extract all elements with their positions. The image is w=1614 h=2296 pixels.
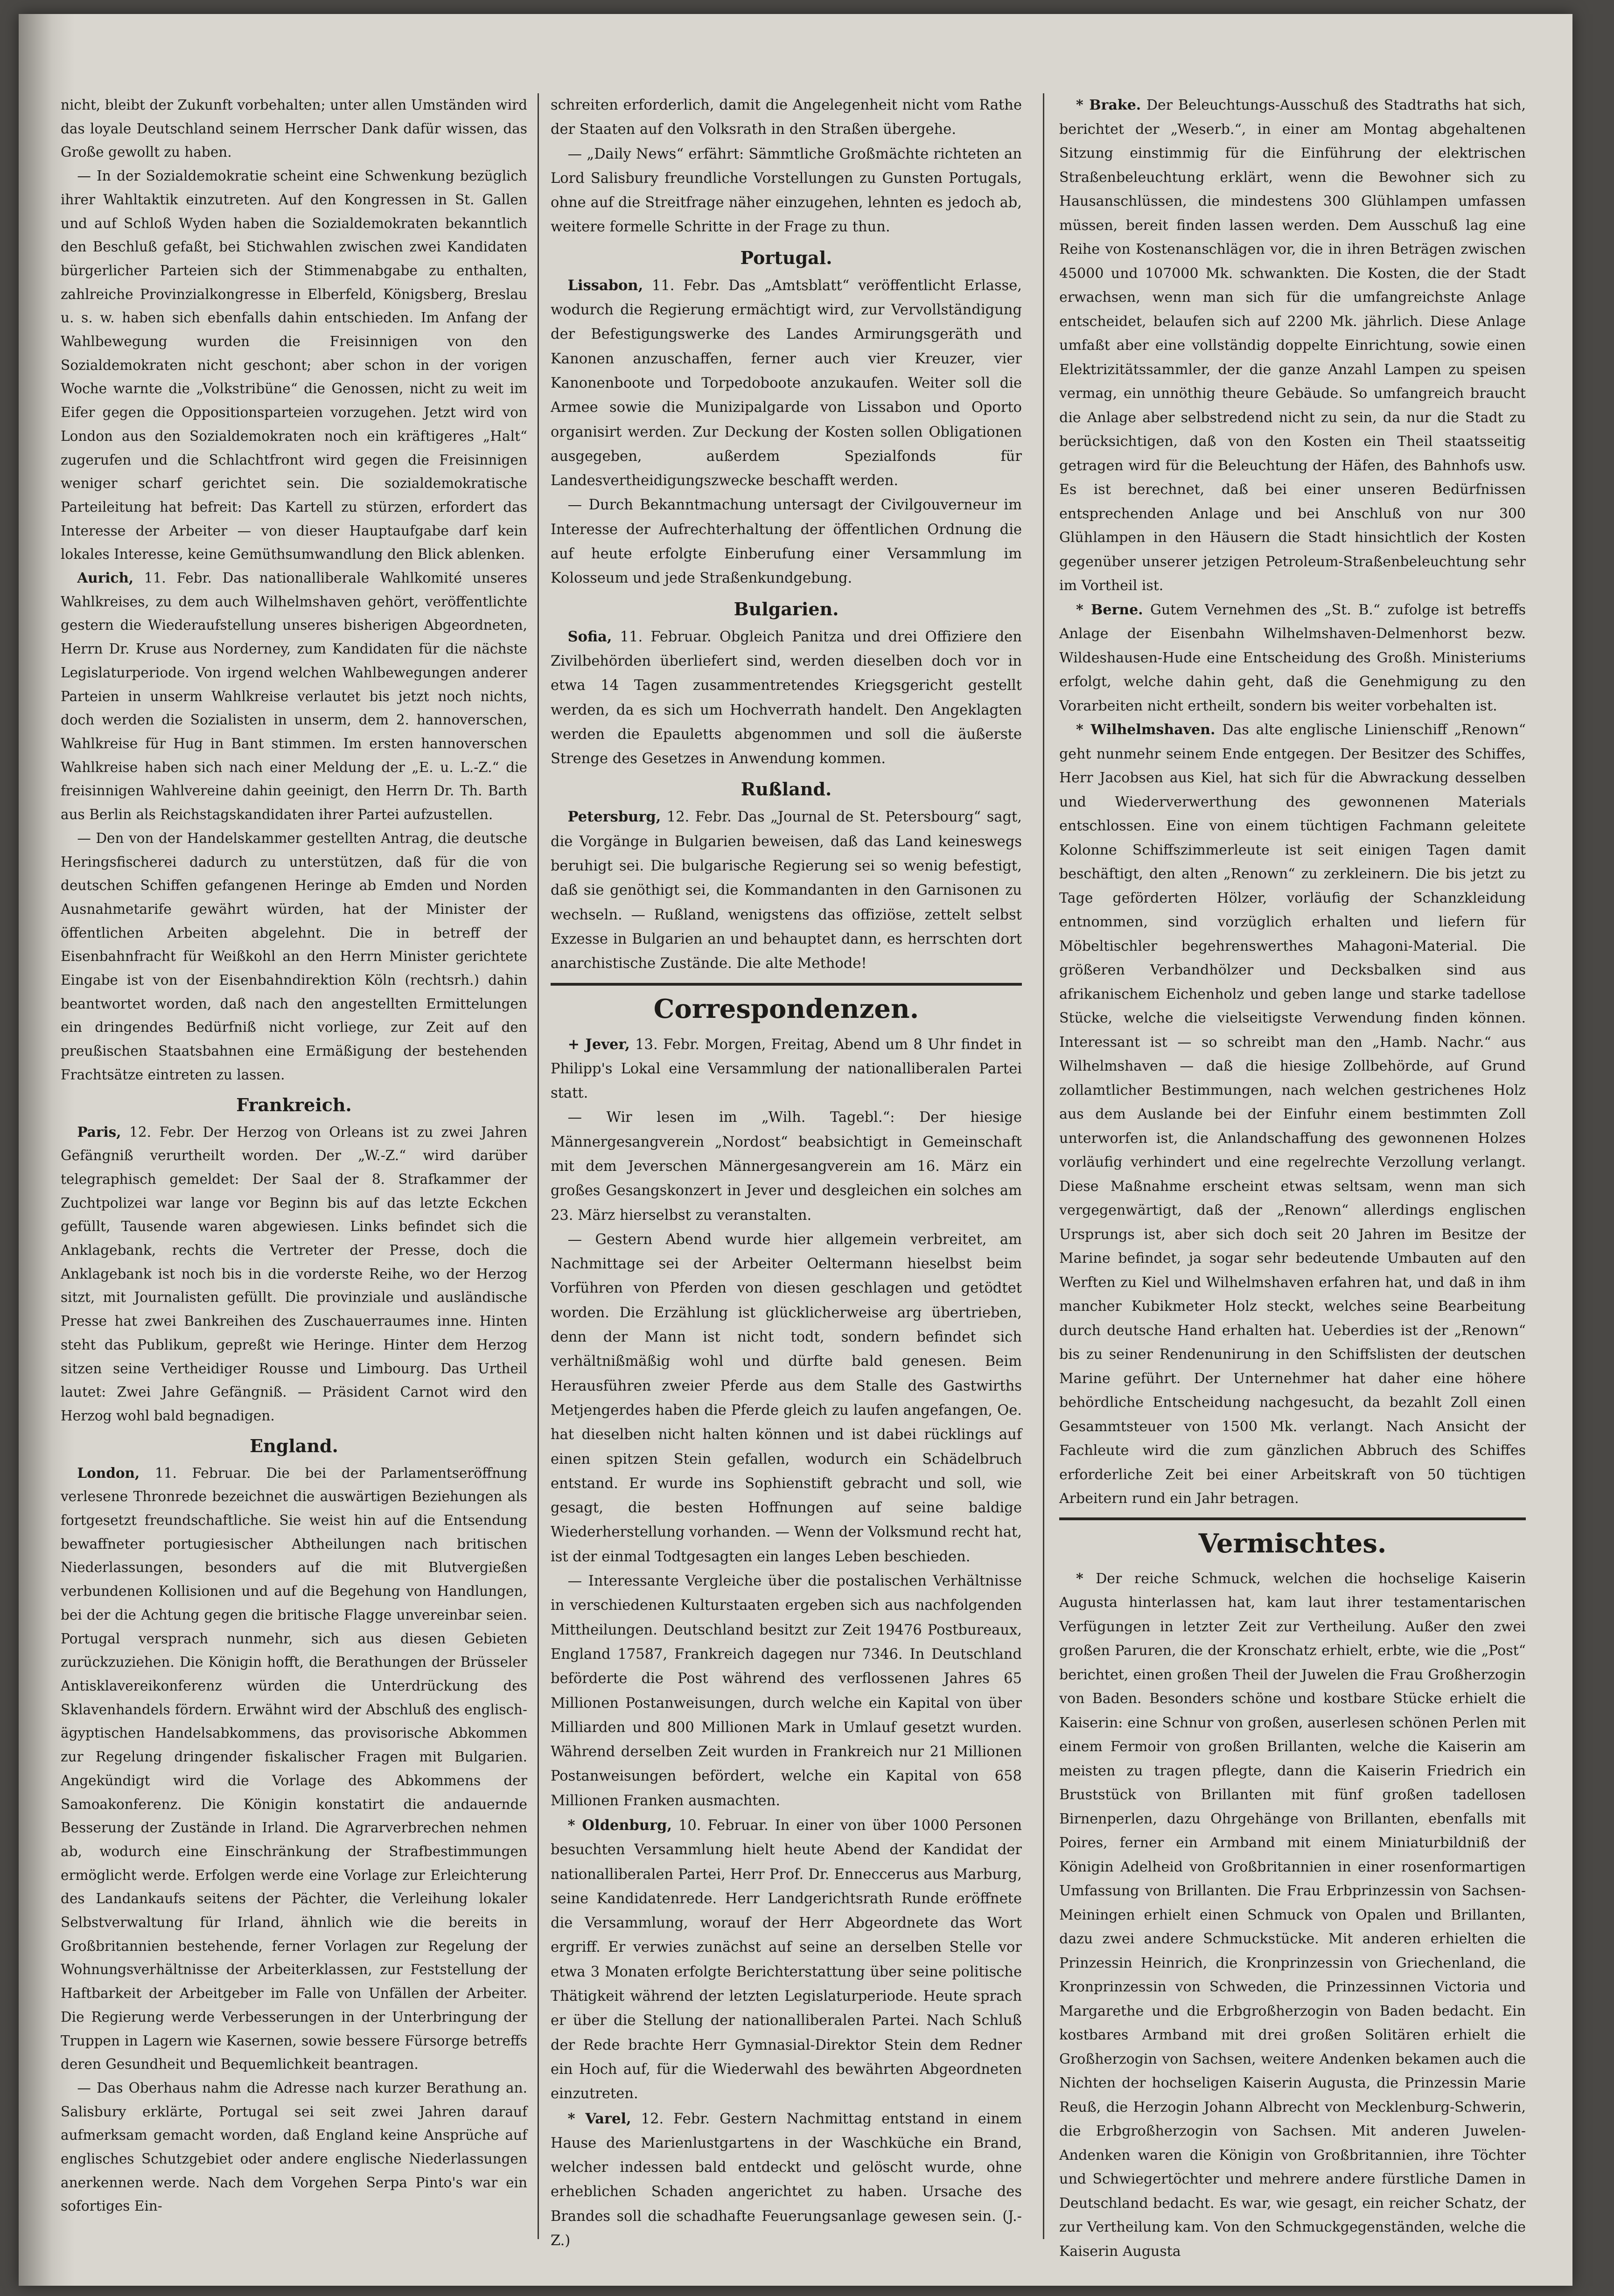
article-paragraph: [551, 625, 1022, 772]
paragraph-text: Der Beleuchtungs-Ausschuß des Stadtraths hat sich, berichtet der „Weserb.“, in einer am Montag abgehaltenen Sitzung einstimmig für die Einführung der elektrischen Straßenbeleuchtung erklärt, wenn die Bewohner sich zu Hausanschlüssen, die mindestens 300 Glühlampen umfassen müssen, bereit finden lassen werden. Dem Ausschuß lag eine Reihe von Kostenanschlägen vor, die in ihren Beträgen zwischen 45000 und 107000 Mk. schwankten. Die Kosten, die der Stadt erwachsen, wenn man sich für die umfangreichste Anlage entscheidet, belaufen sich auf 2200 Mk. jährlich. Diese Anlage umfaßt aber eine vollständig doppelte Einrichtung, sowie einen Elektrizitätssammler, der die ganze Anzahl Lampen zu speisen vermag, ein unnöthig theure Gebäude. So umfangreich braucht die Anlage aber selbstredend nicht zu sein, da nur die Stadt zu berücksichtigen, daß von den Kosten ein Theil staatsseitig getragen wird für die Beleuchtung der Häfen, des Bahnhofs usw. Es ist berechnet, daß bei einer unseren Bedürfnissen entsprechenden Anlage und bei Anschluß von nur 300 Glühlampen in den Häusern die Stadt hinsichtlich der Kosten gegenüber unserer jetzigen Petroleum-Straßenbeleuchtung sehr im Vortheil ist.: [1059, 97, 1526, 594]
dateline: * Berne.: [1076, 601, 1143, 618]
paragraph-text: — In der Sozialdemokratie scheint eine Schwenkung bezüglich ihrer Wahltaktik einzutreten. Auf den Kongressen in St. Gallen und auf Schloß Wyden haben die Sozialdemokraten bekanntlich den Beschluß gefaßt, bei Stichwahlen zwischen zwei Kandidaten bürgerlicher Parteien sich der Stimmenabgabe zu enthalten, zahlreiche Provinzialkongresse in Elberfeld, Königsberg, Breslau u. s. w. haben sich ebenfalls dahin entschieden. Im Anfang der Wahlbewegung wurden die Freisinnigen von den Sozialdemokraten nicht geschont; aber schon in der vorigen Woche warnte die „Volkstribüne“ die Genossen, nicht zu weit im Eifer gegen die Oppositionsparteien vorzugehen. Jetzt wird von London aus den Sozialdemokraten noch ein kräftigeres „Halt“ zugerufen und die Schlachtfront wird gegen die Freisinnigen weniger scharf gerichtet sein. Die sozialdemokratische Parteileitung hat befreit: Das Kartell zu stürzen, erfordert das Interesse der Arbeiter — von dieser Hauptaufgabe darf kein lokales Interesse, keine Gemüthsumwandlung den Blick ablenken.: [61, 168, 527, 563]
article-paragraph: [61, 1120, 527, 1428]
paragraph-text: 11. Febr. Das „Amtsblatt“ veröffentlicht Erlasse, wodurch die Regierung ermächtigt wird, zur Vervollständigung der Befestigungswerke des Landes Armirungsgeräth und Kanonen anzuschaffen, ferner auch vier Kreuzer, vier Kanonenboote und Torpedoboote anzukaufen. Weiter soll die Armee sowie die Munizipalgarde von Lissabon und Oporto organisirt werden. Zur Deckung der Kosten sollen Obligationen ausgegeben, außerdem Spezialfonds für Landesvertheidigungszwecke beschafft werden.: [551, 277, 1022, 489]
article-paragraph: [61, 93, 527, 164]
article-paragraph: [1059, 718, 1526, 1511]
article-paragraph: [551, 1032, 1022, 1106]
dateline: Petersburg,: [567, 808, 661, 826]
paragraph-text: — Den von der Handelskammer gestellten Antrag, die deutsche Heringsfischerei dadurch zu unterstützen, daß für die von deutschen Schiffen gefangenen Heringe ab Emden und Norden Ausnahmetarife gewährt würden, hat der Minister der öffentlichen Arbeiten abgelehnt. Die in betreff der Eisenbahnfracht für Weißkohl an den Herrn Minister gerichtete Eingabe ist von der Eisenbahndirektion Köln (rechtsrh.) dahin beantwortet worden, daß nach den angestellten Ermittelungen ein dringendes Bedürfniß nicht vorliege, zur Zeit auf den preußischen Staatsbahnen eine Ermäßigung der bestehenden Frachtsätze eintreten zu lassen.: [61, 830, 527, 1083]
column-2: [551, 93, 1022, 2253]
article-paragraph: [61, 2076, 527, 2218]
dateline: * Wilhelmshaven.: [1076, 722, 1216, 738]
paragraph-text: 10. Februar. In einer von über 1000 Personen besuchten Versammlung hielt heute Abend der Kandidat der nationalliberalen Partei, Herr Prof. Dr. Enneccerus aus Marburg, seine Kandidatenrede. Herr Landgerichtsrath Runde eröffnete die Versammlung, worauf der Herr Abgeordnete das Wort ergriff. Er verwies zunächst auf seine an derselben Stelle vor etwa 3 Monaten erfolgte Berichterstattung über seine politische Thätigkeit während der letzten Legislaturperiode. Heute sprach er über die Stellung der nationalliberalen Partei. Nach Schluß der Rede brachte Herr Gymnasial-Direktor Stein dem Redner ein Hoch auf, für die Wiederwahl des bewährten Abgeordneten einzutreten.: [551, 1817, 1022, 2102]
paragraph-text: 11. Februar. Obgleich Panitza und drei Offiziere den Zivilbehörden überliefert sind, werden dieselben doch vor in etwa 14 Tagen zusammentretendes Kriegsgericht gestellt werden, da es sich um Hochverrath handelt. Den Angeklagten werden die Epauletts abgenommen und soll die äußerste Strenge des Gesetzes in Anwendung kommen.: [551, 628, 1022, 767]
country-heading: Frankreich.: [236, 1094, 352, 1115]
paragraph-text: Gutem Vernehmen des „St. B.“ zufolge ist betreffs Anlage der Eisenbahn Wilhelmshaven-Delmenhorst bezw. Wildeshausen-Hude eine Entscheidung des Großh. Ministeriums erfolgt, welche dahin geht, daß die Genehmigung zu den Vorarbeiten nicht ertheilt, sondern bis weiter vorbehalten ist.: [1059, 601, 1526, 714]
article-paragraph: [61, 164, 527, 566]
article-paragraph: [551, 1228, 1022, 1569]
dateline: *: [1076, 1570, 1083, 1587]
dateline: Aurich,: [77, 570, 134, 586]
column-rule: [538, 93, 539, 2239]
article-paragraph: [551, 1106, 1022, 1227]
section-heading: Correspondenzen.: [551, 983, 1022, 1028]
article-paragraph: [61, 566, 527, 827]
dateline: * Varel,: [567, 2110, 631, 2127]
paragraph-text: — Das Oberhaus nahm die Adresse nach kurzer Berathung an. Salisbury erklärte, Portugal sei seit zwei Jahren darauf aufmerksam gemacht worden, daß England keine Ansprüche auf englisches Schutzgebiet oder andere englische Niederlassungen anerkennen werde. Nach dem Vorgehen Serpa Pinto's war ein sofortiges Ein-: [61, 2080, 527, 2214]
article-paragraph: [551, 805, 1022, 976]
country-heading: England.: [250, 1435, 338, 1456]
country-heading: Rußland.: [741, 779, 832, 800]
article-paragraph: [1059, 598, 1526, 718]
dateline: * Oldenburg,: [567, 1817, 672, 1834]
paragraph-text: Das alte englische Linienschiff „Renown“ geht nunmehr seinem Ende entgegen. Der Besitzer des Schiffes, Herr Jacobsen aus Kiel, hat sich für die Abwrackung desselben und Wiederverwerthung des gewonnenen Materials entschlossen. Eine von einem tüchtigen Fachmann geleitete Kolonne Schiffszimmerleute ist seit einigen Tagen damit beschäftigt, den alten „Renown“ zu zerkleinern. Die bis jetzt zu Tage geförderten Hölzer, vorläufig der Schanzkleidung entnommen, sind vorzüglich erhalten und liefern für Möbeltischler begehrenswerthes Mahagoni-Material. Die größeren Verbandhölzer und Decksbalken sind aus afrikanischem Eichenholz und geben lange und starke tadellose Stücke, welche die vielseitigste Verwendung finden können. Interessant ist — so schreibt man den „Hamb. Nachr.“ aus Wilhelmshaven — daß die hiesige Zollbehörde, auf Grund zollamtlicher Bestimmungen, nach welchen gestrichenes Holz aus dem Auslande bei der Einfuhr einem bestimmten Zoll unterworfen ist, die Anlandschaffung des gewonnenen Holzes vorläufig verhindert und eine regelrechte Verzollung verlangt. Diese Maßnahme erscheint etwas seltsam, wenn man sich vergegenwärtigt, daß der „Renown“ allerdings englischen Ursprungs ist, aber sich doch seit 20 Jahren im Besitze der Marine befindet, ja sogar sehr bedeutende Umbauten auf den Werften zu Kiel und Wilhelmshaven erfahren hat, und daß in ihm mancher Kubikmeter Holz steckt, welches seine Bearbeitung durch deutsche Hand erhalten hat. Ueberdies ist der „Renown“ bis zu seiner Rendenunirung in den Schiffslisten der deutschen Marine geführt. Der Unternehmer hat daher eine höhere behördliche Entscheidung nachgesucht, da bezahlt Zoll einen Gesammtsteuer von 1500 Mk. verlangt. Nach Ansicht der Fachleute wird die zum gänzlichen Abbruch des Schiffes erforderliche Zeit bei einer Arbeitskraft von 50 tüchtigen Arbeitern rund ein Jahr betragen.: [1059, 722, 1526, 1507]
dateline: * Brake.: [1076, 97, 1141, 113]
dateline: London,: [77, 1464, 140, 1481]
country-heading: Portugal.: [740, 247, 832, 268]
paragraph-text: 12. Febr. Gestern Nachmittag entstand in einem Hause des Marienlustgartens in der Waschküche ein Brand, welcher indessen bald entdeckt und gelöscht wurde, ohne erheblichen Schaden angerichtet zu haben. Ursache des Brandes soll die schadhafte Feuerungsanlage gewesen sein. (J.-Z.): [551, 2110, 1022, 2249]
paragraph-text: — Durch Bekanntmachung untersagt der Civilgouverneur im Interesse der Aufrechterhaltung der öffentlichen Ordnung die auf heute erfolgte Einberufung einer Versammlung im Kolosseum und jede Straßenkundgebung.: [551, 497, 1022, 587]
article-paragraph: [551, 2107, 1022, 2254]
paragraph-text: 11. Febr. Das nationalliberale Wahlkomité unseres Wahlkreises, zu dem auch Wilhelmshaven gehört, veröffentlichte gestern die Wiederaufstellung unseres bisherigen Abgeordneten, Herrn Dr. Kruse aus Norderney, zum Kandidaten für die nächste Legislaturperiode. Von irgend welchen Wahlbewegungen anderer Parteien in unserm Wahlkreise verlautet bis jetzt noch nichts, doch werden die Sozialisten in unserm, dem 2. hannoverschen, Wahlkreise für Hug in Bant stimmen. Im ersten hannoverschen Wahlkreise haben sich nach einer Meldung der „E. u. L.-Z.“ die freisinnigen Wahlvereine dahin geeinigt, den Herrn Dr. Th. Barth aus Berlin als Reichstagskandidaten ihrer Partei aufzustellen.: [61, 570, 527, 823]
paragraph-text: — Gestern Abend wurde hier allgemein verbreitet, am Nachmittage sei der Arbeiter Oeltermann hieselbst beim Vorführen von Pferden von diesen geschlagen und getödtet worden. Die Erzählung ist glücklicherweise arg übertrieben, denn der Mann ist nicht todt, sondern befindet sich verhältnißmäßig wohl und dürfte bald genesen. Beim Herausführen zweier Pferde aus dem Stalle des Gastwirths Metjengerdes haben die Pferde gleich zu laufen angefangen, Oe. hat dieselben nicht halten können und ist dabei rücklings auf einen spitzen Stein gefallen, wodurch ein Schädelbruch entstand. Er wurde ins Sophienstift gebracht und soll, wie gesagt, die besten Hoffnungen auf seine baldige Wiederherstellung vorhanden. — Wenn der Volksmund recht hat, ist der einmal Todtgesagten ein langes Leben beschieden.: [551, 1231, 1022, 1565]
paragraph-text: 11. Februar. Die bei der Parlamentseröffnung verlesene Thronrede bezeichnet die auswärtigen Beziehungen als fortgesetzt freundschaftliche. Sie weist hin auf die Entsendung bewaffneter portugiesischer Abtheilungen nach britischen Niederlassungen, besonders auf die mit Blutvergießen verbundenen Kollisionen und auf die Begehung von Handlungen, bei der die Achtung gegen die britische Flagge unvereinbar seien. Portugal versprach nunmehr, sich aus diesen Gebieten zurückzuziehen. Die Königin hofft, die Berathungen der Brüsseler Antisklavereikonferenz würden die Unterdrückung des Sklavenhandels fördern. Erwähnt wird der Abschluß des englisch-ägyptischen Handelsabkommens, das provisorische Abkommen zur Regelung dringender fiskalischer Fragen mit Bulgarien. Angekündigt wird die Vorlage des Abkommens der Samoakonferenz. Die Königin konstatirt die andauernde Besserung der Zustände in Irland. Die Agrarverbrechen nehmen ab, wodurch eine Einschränkung der Strafbestimmungen ermöglicht werde. Erfolgen werde eine Vorlage zur Erleichterung des Landankaufs seitens der Pächter, die Verleihung lokaler Selbstverwaltung für Irland, ähnlich wie die bereits in Großbritannien bestehende, ferner Vorlagen zur Regelung der Wohnungsverhältnisse der Arbeiterklassen, zur Feststellung der Haftbarkeit der Arbeitgeber im Falle von Unfällen der Arbeiter. Die Regierung werde Verbesserungen in der Unterbringung der Truppen in Lagern wie Kasernen, sowie bessere Fürsorge betreffs deren Gesundheit und Bequemlichkeit beantragen.: [61, 1465, 527, 2073]
paragraph-text: nicht, bleibt der Zukunft vorbehalten; unter allen Umständen wird das loyale Deutschland seinem Herrscher Dank dafür wissen, das Große gewollt zu haben.: [61, 97, 527, 160]
article-paragraph: [551, 93, 1022, 142]
article-paragraph: [551, 142, 1022, 240]
paragraph-text: 12. Febr. Der Herzog von Orleans ist zu zwei Jahren Gefängniß verurtheilt worden. Der „W.-Z.“ wird darüber telegraphisch gemeldet: Der Saal der 8. Strafkammer der Zuchtpolizei war lange vor Beginn bis auf das letzte Eckchen gefüllt, Tausende waren abgewiesen. Links befindet sich die Anklagebank, rechts die Vertreter der Presse, doch die Anklagebank ist noch bis in die vorderste Reihe, wo der Herzog sitzt, mit Journalisten gefüllt. Die provinziale und ausländische Presse hat zwei Bankreihen des Zuschauerraumes inne. Hinten steht das Publikum, gepreßt wie Heringe. Hinter dem Herzog sitzen seine Vertheidiger Rousse und Limbourg. Das Urtheil lautet: Zwei Jahre Gefängniß. — Präsident Carnot wird den Herzog wohl bald begnadigen.: [61, 1124, 527, 1424]
paragraph-text: schreiten erforderlich, damit die Angelegenheit nicht vom Rathe der Staaten auf den Volksrath in den Straßen übergehe.: [551, 97, 1022, 138]
article-paragraph: [1059, 93, 1526, 598]
dateline: Paris,: [77, 1123, 121, 1140]
paragraph-text: — „Daily News“ erfährt: Sämmtliche Großmächte richteten an Lord Salisbury freundliche Vorstellungen zu Gunsten Portugals, ohne auf die Streitfrage näher einzugehen, lehnten es jedoch ab, weitere formelle Schritte in der Frage zu thun.: [551, 146, 1022, 236]
paragraph-text: — Interessante Vergleiche über die postalischen Verhältnisse in verschiedenen Kulturstaaten ergeben sich aus nachfolgenden Mittheilungen. Deutschland besitzt zur Zeit 19476 Postbureaux, England 17587, Frankreich dagegen nur 7346. In Deutschland beförderte die Post während des verflossenen Jahres 65 Millionen Postanweisungen, durch welche ein Kapital von über Milliarden und 800 Millionen Mark in Umlauf gesetzt wurden. Während derselben Zeit wurden in Frankreich nur 21 Millionen Postanweisungen befördert, welche ein Kapital von 658 Millionen Franken ausmachten.: [551, 1573, 1022, 1809]
column-1: [61, 93, 527, 2218]
article-paragraph: [1059, 1567, 1526, 2264]
paragraph-text: Der reiche Schmuck, welchen die hochselige Kaiserin Augusta hinterlassen hat, kam laut ihrer testamentarischen Verfügungen in letzter Zeit zur Vertheilung. Außer den zwei großen Paruren, die der Kronschatz erhielt, erbte, wie die „Post“ berichtet, einen großen Theil der Juwelen die Frau Großherzogin von Baden. Besonders schöne und kostbare Stücke erhielt die Kaiserin: eine Schnur von großen, auserlesen schönen Perlen mit einem Fermoir von großen Brillanten, welche die Kaiserin am meisten zu tragen pflegte, dann die Kaiserin Friedrich ein Bruststück von Brillanten mit fünf großen tadellosen Birnenperlen, dazu Ohrgehänge von Brillanten, ebenfalls mit Poires, ferner ein Armband mit einem Miniaturbildniß der Königin Adelheid von Großbritannien in einer rosenformartigen Umfassung von Brillanten. Die Frau Erbprinzessin von Sachsen-Meiningen erhielt einen Schmuck von Opalen und Brillanten, dazu zwei andere Schmuckstücke. Mit anderen erhielten die Prinzessin Heinrich, die Kronprinzessin von Griechenland, die Kronprinzessin von Schweden, die Prinzessinnen Victoria und Margarethe und die Erbgroßherzogin von Baden bedacht. Ein kostbares Armband mit drei großen Solitären erhielt die Großherzogin von Sachsen, weitere Andenken bekamen auch die Nichten der hochseligen Kaiserin Augusta, die Prinzessin Marie Reuß, die Herzogin Johann Albrecht von Mecklenburg-Schwerin, die Erbgroßherzogin von Sachsen. Mit anderen Juwelen-Andenken waren die Königin von Großbritannien, ihre Töchter und Schwiegertöchter und mehrere andere fürstliche Damen in Deutschland bedacht. Es war, wie gesagt, ein reicher Schatz, der zur Vertheilung kam. Von den Schmuckgegenständen, welche die Kaiserin Augusta: [1059, 1570, 1526, 2260]
paragraph-text: 12. Febr. Das „Journal de St. Petersbourg“ sagt, die Vorgänge in Bulgarien beweisen, daß das Land keineswegs beruhigt sei. Die bulgarische Regierung sei so wenig befestigt, daß sie genöthigt sei, die Kommandanten in den Garnisonen zu wechseln. — Rußland, wenigstens das offiziöse, zettelt selbst Exzesse in Bulgarien an und behauptet dann, es herrschten dort anarchistische Zustände. Die alte Methode!: [551, 809, 1022, 972]
column-rule: [1043, 93, 1044, 2239]
article-paragraph: [551, 493, 1022, 591]
article-paragraph: [551, 1813, 1022, 2107]
article-paragraph: [551, 1569, 1022, 1813]
column-3: [1059, 93, 1526, 2263]
paragraph-text: 13. Febr. Morgen, Freitag, Abend um 8 Uhr findet in Philipp's Lokal eine Versammlung der nationalliberalen Partei statt.: [551, 1036, 1022, 1102]
article-paragraph: [61, 827, 527, 1087]
dateline: + Jever,: [567, 1036, 630, 1053]
newspaper-page: [19, 14, 1572, 2286]
article-paragraph: [551, 273, 1022, 494]
article-paragraph: [61, 1461, 527, 2076]
dateline: Lissabon,: [567, 277, 643, 294]
paragraph-text: — Wir lesen im „Wilh. Tagebl.“: Der hiesige Männergesangverein „Nordost“ beabsichtigt in Gemeinschaft mit dem Jeverschen Männergesangverein am 16. März ein großes Gesangskonzert in Jever und desgleichen ein solches am 23. März hierselbst zu veranstalten.: [551, 1109, 1022, 1224]
dateline: Sofia,: [567, 628, 612, 645]
section-heading: Vermischtes.: [1059, 1517, 1526, 1562]
country-heading: Bulgarien.: [734, 598, 839, 619]
